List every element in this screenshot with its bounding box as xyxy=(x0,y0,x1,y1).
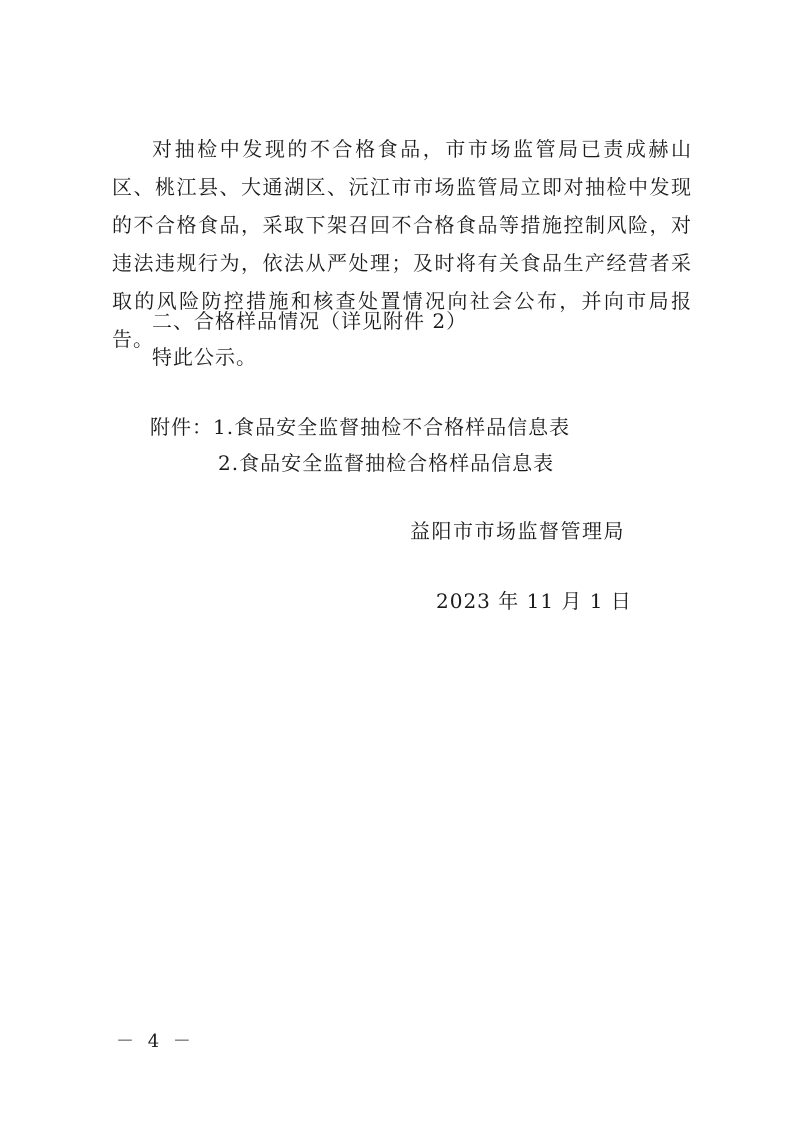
notice-text: 特此公示。 xyxy=(152,345,257,369)
attachment-item-2: 2.食品安全监督抽检合格样品信息表 xyxy=(218,451,555,475)
page-number: － 4 － xyxy=(116,1031,195,1052)
signature-organization: 益阳市市场监督管理局 xyxy=(410,519,625,543)
signature-date: 2023 年 11 月 1 日 xyxy=(436,589,632,613)
attachment-item-1: 1.食品安全监督抽检不合格样品信息表 xyxy=(213,415,571,439)
body-paragraph: 对抽检中发现的不合格食品，市市场监管局已责成赫山区、桃江县、大通湖区、沅江市市场监管局立即对抽检中发现的不合格食品，采取下架召回不合格食品等措施控制风险，对违法违规行为，依法从严处理；及时将有关食品生产经营者采取的风险防控措施和核查处置情况向社会公布，并向市局报告。 xyxy=(112,137,692,351)
section-heading: 二、合格样品情况（详见附件 2） xyxy=(152,309,468,333)
attachment-line-1 xyxy=(150,412,570,442)
attachment-label: 附件： xyxy=(150,415,213,439)
